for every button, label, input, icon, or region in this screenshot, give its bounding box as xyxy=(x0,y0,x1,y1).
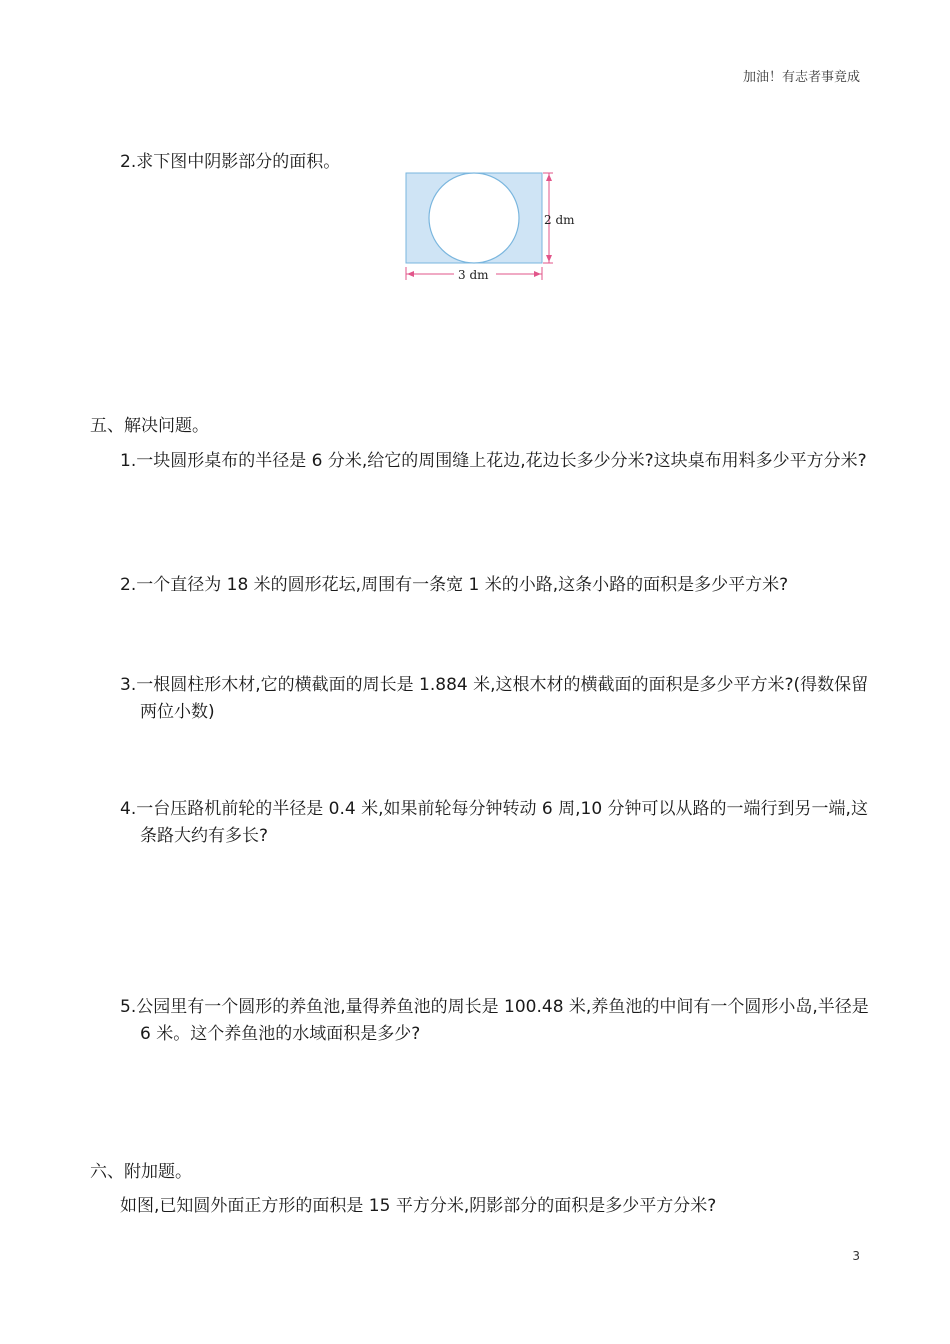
bonus-question: 如图,已知圆外面正方形的面积是 15 平方分米,阴影部分的面积是多少平方分米? xyxy=(120,1196,717,1216)
page-number: 3 xyxy=(852,1249,860,1263)
question-5-5 xyxy=(120,994,882,1048)
question-5-2 xyxy=(120,572,882,599)
question-text: 一根圆柱形木材,它的横截面的周长是 1.884 米,这根木材的横截面的面积是多少平方米?(得数保留两位小数) xyxy=(136,675,869,722)
question-number: 2. xyxy=(120,575,137,595)
figure-svg xyxy=(400,166,580,290)
height-arrow-top xyxy=(546,174,552,181)
unshaded-circle xyxy=(429,173,519,263)
section-title-part5: 五、解决问题。 xyxy=(90,416,209,436)
question-5-3 xyxy=(120,672,882,726)
question-5-1 xyxy=(120,448,882,475)
question-text: 一个直径为 18 米的圆形花坛,周围有一条宽 1 米的小路,这条小路的面积是多少平方米? xyxy=(136,575,789,595)
height-label: 2 dm xyxy=(544,213,575,227)
width-arrow-left xyxy=(407,271,414,277)
height-arrow-bottom xyxy=(546,255,552,262)
question-text: 公园里有一个圆形的养鱼池,量得养鱼池的周长是 100.48 米,养鱼池的中间有一个圆形小岛,半径是 6 米。这个养鱼池的水域面积是多少? xyxy=(136,997,869,1044)
question-text: 一块圆形桌布的半径是 6 分米,给它的周围缝上花边,花边长多少分米?这块桌布用料多少平方分米? xyxy=(136,451,867,471)
question-number: 3. xyxy=(120,675,137,695)
question-4-2 xyxy=(120,149,340,176)
question-number: 4. xyxy=(120,799,137,819)
question-text: 求下图中阴影部分的面积。 xyxy=(136,152,341,172)
question-5-4 xyxy=(120,796,882,850)
question-number: 5. xyxy=(120,997,137,1017)
width-label: 3 dm xyxy=(458,268,489,282)
shaded-area-figure xyxy=(400,166,580,290)
question-text: 一台压路机前轮的半径是 0.4 米,如果前轮每分钟转动 6 周,10 分钟可以从路的一端行到另一端,这条路大约有多长? xyxy=(136,799,868,846)
section-title-part6: 六、附加题。 xyxy=(90,1162,192,1182)
question-number: 2. xyxy=(120,152,137,172)
question-number: 1. xyxy=(120,451,137,471)
width-arrow-right xyxy=(534,271,541,277)
page-header-motto: 加油！有志者事竟成 xyxy=(742,70,860,85)
